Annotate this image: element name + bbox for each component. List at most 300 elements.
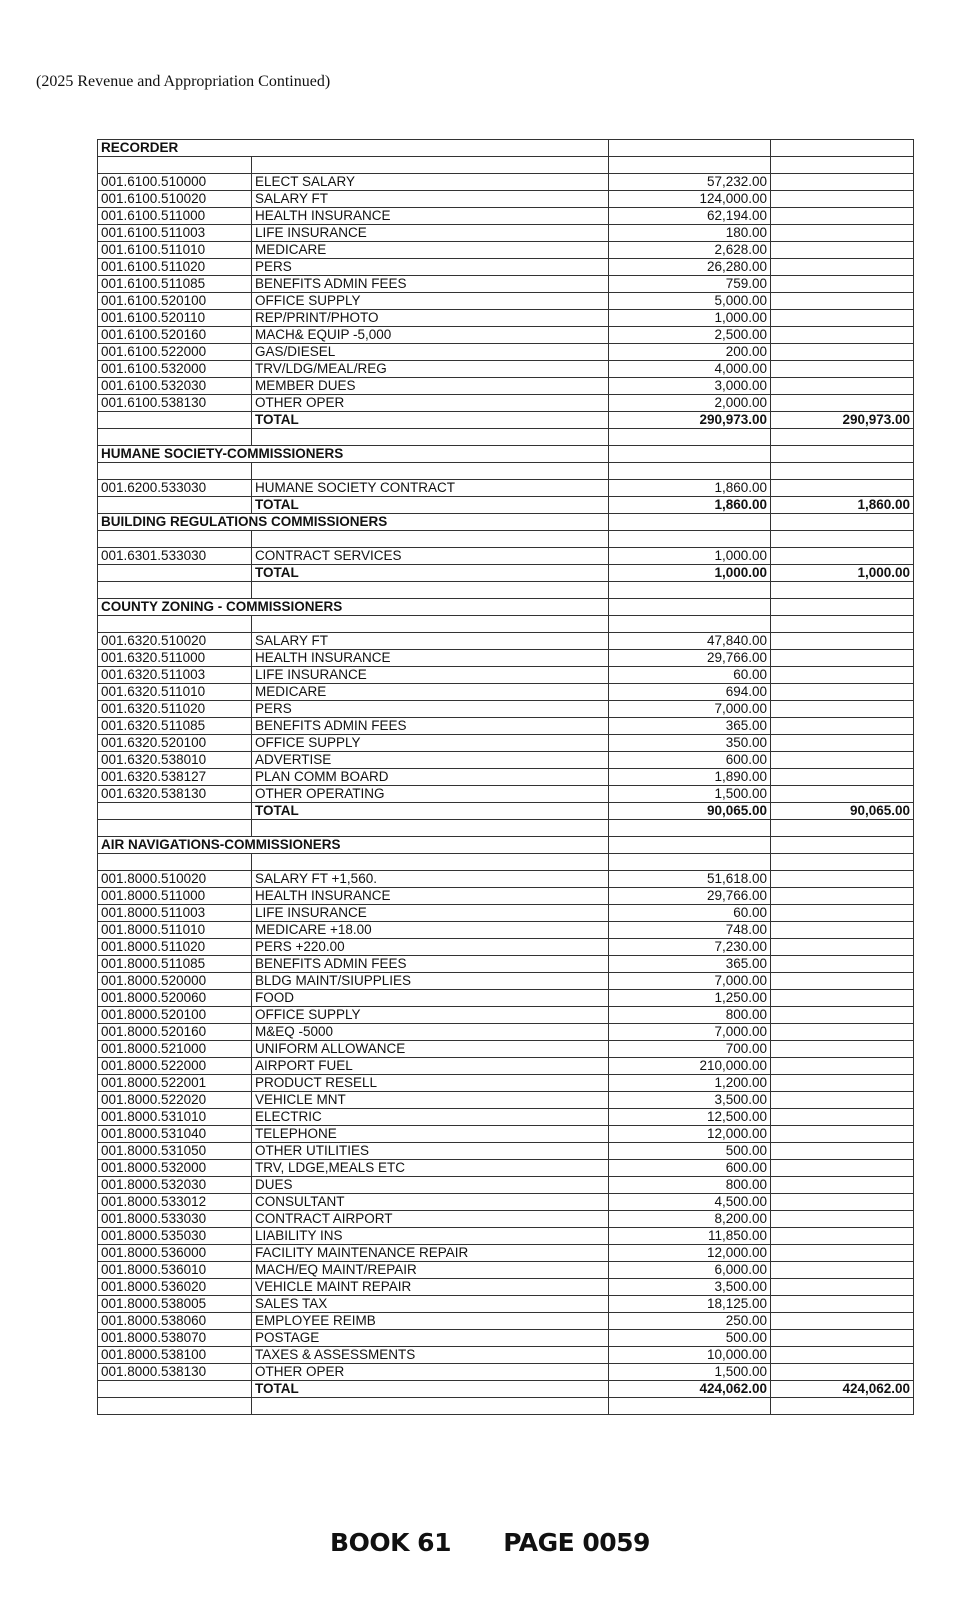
empty-cell (252, 531, 609, 548)
line-description: BENEFITS ADMIN FEES (252, 718, 609, 735)
table-row (98, 1330, 914, 1347)
account-code: 001.8000.532000 (98, 1160, 252, 1177)
section-total: 424,062.00 (771, 1381, 914, 1398)
account-code: 001.6100.511000 (98, 208, 252, 225)
total-amount: 290,973.00 (609, 412, 771, 429)
line-description: HEALTH INSURANCE (252, 208, 609, 225)
line-description: VEHICLE MNT (252, 1092, 609, 1109)
line-amount: 12,500.00 (609, 1109, 771, 1126)
table-row (98, 990, 914, 1007)
empty-cell (98, 616, 252, 633)
line-description: MACH& EQUIP -5,000 (252, 327, 609, 344)
empty-cell (771, 208, 914, 225)
table-row (98, 1177, 914, 1194)
empty-cell (771, 293, 914, 310)
line-description: TRV/LDG/MEAL/REG (252, 361, 609, 378)
blank-row (98, 582, 914, 599)
total-row (98, 497, 914, 514)
line-description: HEALTH INSURANCE (252, 888, 609, 905)
line-amount: 29,766.00 (609, 888, 771, 905)
table-row (98, 1109, 914, 1126)
table-row (98, 208, 914, 225)
account-code: 001.6100.511003 (98, 225, 252, 242)
line-amount: 124,000.00 (609, 191, 771, 208)
line-amount: 12,000.00 (609, 1126, 771, 1143)
empty-cell (771, 1075, 914, 1092)
empty-cell (609, 837, 771, 854)
section-name: RECORDER (98, 140, 609, 157)
empty-cell (252, 429, 609, 446)
account-code: 001.6100.511085 (98, 276, 252, 293)
total-label: TOTAL (252, 412, 609, 429)
account-code: 001.8000.522001 (98, 1075, 252, 1092)
empty-cell (771, 1143, 914, 1160)
table-row (98, 1075, 914, 1092)
account-code: 001.8000.511010 (98, 922, 252, 939)
empty-cell (98, 820, 252, 837)
line-amount: 3,500.00 (609, 1092, 771, 1109)
line-description: PLAN COMM BOARD (252, 769, 609, 786)
empty-cell (609, 582, 771, 599)
line-description: MACH/EQ MAINT/REPAIR (252, 1262, 609, 1279)
account-code: 001.8000.522000 (98, 1058, 252, 1075)
empty-cell (771, 1364, 914, 1381)
empty-cell (771, 259, 914, 276)
table-row (98, 1262, 914, 1279)
line-amount: 2,000.00 (609, 395, 771, 412)
empty-cell (771, 1160, 914, 1177)
account-code: 001.6320.511000 (98, 650, 252, 667)
line-description: BENEFITS ADMIN FEES (252, 276, 609, 293)
table-row (98, 1245, 914, 1262)
line-description: OFFICE SUPPLY (252, 1007, 609, 1024)
account-code: 001.8000.533012 (98, 1194, 252, 1211)
line-amount: 3,000.00 (609, 378, 771, 395)
empty-cell (609, 429, 771, 446)
account-code: 001.8000.538005 (98, 1296, 252, 1313)
empty-cell (771, 1007, 914, 1024)
line-description: AIRPORT FUEL (252, 1058, 609, 1075)
account-code: 001.8000.510020 (98, 871, 252, 888)
empty-cell (771, 514, 914, 531)
total-label: TOTAL (252, 497, 609, 514)
account-code: 001.6100.520110 (98, 310, 252, 327)
line-amount: 6,000.00 (609, 1262, 771, 1279)
account-code: 001.6100.538130 (98, 395, 252, 412)
total-row (98, 803, 914, 820)
empty-cell (771, 718, 914, 735)
empty-cell (771, 174, 914, 191)
book-number: BOOK 61 (330, 1528, 451, 1557)
empty-cell (771, 650, 914, 667)
line-description: PRODUCT RESELL (252, 1075, 609, 1092)
line-amount: 759.00 (609, 276, 771, 293)
account-code: 001.8000.535030 (98, 1228, 252, 1245)
total-row (98, 1381, 914, 1398)
table-row (98, 1007, 914, 1024)
line-amount: 60.00 (609, 905, 771, 922)
line-amount: 365.00 (609, 718, 771, 735)
account-code: 001.8000.531010 (98, 1109, 252, 1126)
table-row (98, 956, 914, 973)
empty-cell (771, 905, 914, 922)
section-header-row (98, 446, 914, 463)
empty-cell (98, 582, 252, 599)
table-row (98, 480, 914, 497)
empty-cell (771, 1347, 914, 1364)
line-description: CONTRACT SERVICES (252, 548, 609, 565)
table-row (98, 344, 914, 361)
empty-cell (252, 616, 609, 633)
empty-cell (252, 1398, 609, 1415)
line-amount: 1,250.00 (609, 990, 771, 1007)
empty-cell (771, 463, 914, 480)
table-row (98, 191, 914, 208)
table-row (98, 871, 914, 888)
account-code: 001.6100.520100 (98, 293, 252, 310)
line-amount: 60.00 (609, 667, 771, 684)
empty-cell (609, 1398, 771, 1415)
line-description: ELECTRIC (252, 1109, 609, 1126)
line-amount: 694.00 (609, 684, 771, 701)
empty-cell (252, 463, 609, 480)
section-total: 290,973.00 (771, 412, 914, 429)
line-amount: 180.00 (609, 225, 771, 242)
line-description: HEALTH INSURANCE (252, 650, 609, 667)
empty-cell (771, 191, 914, 208)
section-name: COUNTY ZONING - COMMISSIONERS (98, 599, 609, 616)
empty-cell (252, 157, 609, 174)
line-amount: 800.00 (609, 1007, 771, 1024)
line-amount: 500.00 (609, 1330, 771, 1347)
account-code: 001.8000.520100 (98, 1007, 252, 1024)
empty-cell (609, 157, 771, 174)
table-row (98, 1041, 914, 1058)
line-amount: 10,000.00 (609, 1347, 771, 1364)
empty-cell (771, 1279, 914, 1296)
table-row (98, 905, 914, 922)
line-description: BLDG MAINT/SIUPPLIES (252, 973, 609, 990)
line-description: LIFE INSURANCE (252, 225, 609, 242)
empty-cell (771, 344, 914, 361)
empty-cell (609, 446, 771, 463)
account-code: 001.8000.520160 (98, 1024, 252, 1041)
empty-cell (771, 1211, 914, 1228)
account-code: 001.8000.538100 (98, 1347, 252, 1364)
empty-cell (771, 1262, 914, 1279)
line-description: MEMBER DUES (252, 378, 609, 395)
empty-cell (771, 701, 914, 718)
line-amount: 7,000.00 (609, 701, 771, 718)
table-row (98, 174, 914, 191)
line-amount: 51,618.00 (609, 871, 771, 888)
empty-cell (771, 140, 914, 157)
line-amount: 800.00 (609, 1177, 771, 1194)
empty-cell (771, 1041, 914, 1058)
table-row (98, 361, 914, 378)
account-code: 001.8000.536020 (98, 1279, 252, 1296)
empty-cell (771, 327, 914, 344)
empty-cell (771, 769, 914, 786)
blank-row (98, 463, 914, 480)
empty-cell (771, 480, 914, 497)
line-description: OTHER OPERATING (252, 786, 609, 803)
empty-cell (609, 531, 771, 548)
line-description: OTHER OPER (252, 1364, 609, 1381)
line-description: DUES (252, 1177, 609, 1194)
line-description: EMPLOYEE REIMB (252, 1313, 609, 1330)
table-row (98, 1143, 914, 1160)
account-code: 001.6320.538130 (98, 786, 252, 803)
empty-cell (98, 463, 252, 480)
empty-cell (771, 1228, 914, 1245)
line-description: LIABILITY INS (252, 1228, 609, 1245)
account-code: 001.6301.533030 (98, 548, 252, 565)
empty-cell (98, 497, 252, 514)
table-row (98, 633, 914, 650)
empty-cell (771, 310, 914, 327)
empty-cell (98, 1381, 252, 1398)
section-name: BUILDING REGULATIONS COMMISSIONERS (98, 514, 609, 531)
empty-cell (771, 735, 914, 752)
line-description: FACILITY MAINTENANCE REPAIR (252, 1245, 609, 1262)
empty-cell (609, 514, 771, 531)
table-row (98, 650, 914, 667)
account-code: 001.8000.531050 (98, 1143, 252, 1160)
empty-cell (771, 973, 914, 990)
account-code: 001.6320.510020 (98, 633, 252, 650)
empty-cell (609, 140, 771, 157)
line-description: LIFE INSURANCE (252, 667, 609, 684)
table-row (98, 786, 914, 803)
table-row (98, 701, 914, 718)
section-total: 1,860.00 (771, 497, 914, 514)
table-row (98, 327, 914, 344)
line-amount: 1,890.00 (609, 769, 771, 786)
empty-cell (771, 378, 914, 395)
table-row (98, 973, 914, 990)
empty-cell (771, 837, 914, 854)
empty-cell (771, 1194, 914, 1211)
line-description: TRV, LDGE,MEALS ETC (252, 1160, 609, 1177)
empty-cell (771, 582, 914, 599)
empty-cell (609, 820, 771, 837)
account-code: 001.8000.521000 (98, 1041, 252, 1058)
line-amount: 47,840.00 (609, 633, 771, 650)
table-row (98, 548, 914, 565)
account-code: 001.6200.533030 (98, 480, 252, 497)
section-total: 1,000.00 (771, 565, 914, 582)
line-amount: 700.00 (609, 1041, 771, 1058)
table-row (98, 888, 914, 905)
empty-cell (252, 820, 609, 837)
line-amount: 8,200.00 (609, 1211, 771, 1228)
table-row (98, 378, 914, 395)
empty-cell (98, 531, 252, 548)
empty-cell (252, 582, 609, 599)
table-row (98, 395, 914, 412)
total-amount: 1,000.00 (609, 565, 771, 582)
empty-cell (771, 395, 914, 412)
section-header-row (98, 514, 914, 531)
line-description: SALARY FT (252, 191, 609, 208)
table-row (98, 667, 914, 684)
table-row (98, 276, 914, 293)
table-row (98, 1058, 914, 1075)
line-amount: 11,850.00 (609, 1228, 771, 1245)
table-row (98, 684, 914, 701)
empty-cell (98, 1398, 252, 1415)
empty-cell (771, 820, 914, 837)
empty-cell (771, 939, 914, 956)
empty-cell (771, 667, 914, 684)
line-description: HUMANE SOCIETY CONTRACT (252, 480, 609, 497)
table-row (98, 293, 914, 310)
line-description: CONSULTANT (252, 1194, 609, 1211)
blank-row (98, 854, 914, 871)
account-code: 001.6100.522000 (98, 344, 252, 361)
line-description: POSTAGE (252, 1330, 609, 1347)
line-amount: 2,628.00 (609, 242, 771, 259)
line-description: GAS/DIESEL (252, 344, 609, 361)
blank-row (98, 429, 914, 446)
line-description: SALARY FT +1,560. (252, 871, 609, 888)
line-description: MEDICARE (252, 684, 609, 701)
account-code: 001.6100.511010 (98, 242, 252, 259)
line-amount: 350.00 (609, 735, 771, 752)
account-code: 001.8000.511003 (98, 905, 252, 922)
empty-cell (771, 786, 914, 803)
table-row (98, 225, 914, 242)
empty-cell (609, 599, 771, 616)
appropriation-table (97, 139, 914, 1415)
total-label: TOTAL (252, 803, 609, 820)
empty-cell (771, 633, 914, 650)
line-description: OTHER UTILITIES (252, 1143, 609, 1160)
line-description: ELECT SALARY (252, 174, 609, 191)
total-amount: 424,062.00 (609, 1381, 771, 1398)
line-description: FOOD (252, 990, 609, 1007)
empty-cell (771, 531, 914, 548)
table-row (98, 1313, 914, 1330)
empty-cell (609, 854, 771, 871)
page-title: (2025 Revenue and Appropriation Continued) (36, 73, 331, 90)
total-row (98, 565, 914, 582)
table-row (98, 735, 914, 752)
line-amount: 5,000.00 (609, 293, 771, 310)
account-code: 001.8000.536010 (98, 1262, 252, 1279)
line-amount: 7,230.00 (609, 939, 771, 956)
line-description: PERS +220.00 (252, 939, 609, 956)
line-amount: 210,000.00 (609, 1058, 771, 1075)
blank-row (98, 616, 914, 633)
section-header-row (98, 140, 914, 157)
empty-cell (771, 1126, 914, 1143)
total-label: TOTAL (252, 1381, 609, 1398)
account-code: 001.8000.520060 (98, 990, 252, 1007)
table-row (98, 1296, 914, 1313)
account-code: 001.8000.533030 (98, 1211, 252, 1228)
table-row (98, 242, 914, 259)
total-amount: 1,860.00 (609, 497, 771, 514)
table-row (98, 1160, 914, 1177)
section-name: AIR NAVIGATIONS-COMMISSIONERS (98, 837, 609, 854)
empty-cell (771, 922, 914, 939)
blank-row (98, 531, 914, 548)
line-amount: 1,500.00 (609, 1364, 771, 1381)
account-code: 001.6100.511020 (98, 259, 252, 276)
empty-cell (98, 429, 252, 446)
table-row (98, 718, 914, 735)
line-amount: 600.00 (609, 1160, 771, 1177)
line-description: MEDICARE +18.00 (252, 922, 609, 939)
line-description: UNIFORM ALLOWANCE (252, 1041, 609, 1058)
empty-cell (98, 157, 252, 174)
line-amount: 1,000.00 (609, 310, 771, 327)
section-total: 90,065.00 (771, 803, 914, 820)
total-row (98, 412, 914, 429)
table-row (98, 1194, 914, 1211)
table-row (98, 1228, 914, 1245)
line-amount: 1,860.00 (609, 480, 771, 497)
line-amount: 26,280.00 (609, 259, 771, 276)
line-amount: 500.00 (609, 1143, 771, 1160)
account-code: 001.8000.538130 (98, 1364, 252, 1381)
empty-cell (771, 446, 914, 463)
table-row (98, 310, 914, 327)
line-amount: 12,000.00 (609, 1245, 771, 1262)
empty-cell (98, 854, 252, 871)
line-amount: 7,000.00 (609, 1024, 771, 1041)
table-row (98, 1092, 914, 1109)
empty-cell (252, 854, 609, 871)
empty-cell (771, 1109, 914, 1126)
empty-cell (771, 990, 914, 1007)
line-amount: 3,500.00 (609, 1279, 771, 1296)
empty-cell (98, 565, 252, 582)
account-code: 001.6320.538010 (98, 752, 252, 769)
line-amount: 18,125.00 (609, 1296, 771, 1313)
table-row (98, 1347, 914, 1364)
account-code: 001.6320.511010 (98, 684, 252, 701)
account-code: 001.6100.532030 (98, 378, 252, 395)
line-description: OFFICE SUPPLY (252, 735, 609, 752)
line-description: REP/PRINT/PHOTO (252, 310, 609, 327)
empty-cell (771, 1177, 914, 1194)
table-row (98, 1279, 914, 1296)
line-description: ADVERTISE (252, 752, 609, 769)
empty-cell (771, 1296, 914, 1313)
blank-row (98, 157, 914, 174)
empty-cell (771, 1092, 914, 1109)
account-code: 001.6100.520160 (98, 327, 252, 344)
table-row (98, 1024, 914, 1041)
empty-cell (98, 803, 252, 820)
empty-cell (771, 157, 914, 174)
line-description: CONTRACT AIRPORT (252, 1211, 609, 1228)
line-amount: 365.00 (609, 956, 771, 973)
line-amount: 250.00 (609, 1313, 771, 1330)
total-amount: 90,065.00 (609, 803, 771, 820)
empty-cell (771, 1398, 914, 1415)
line-description: PERS (252, 259, 609, 276)
account-code: 001.6100.532000 (98, 361, 252, 378)
line-description: OFFICE SUPPLY (252, 293, 609, 310)
line-amount: 29,766.00 (609, 650, 771, 667)
line-amount: 57,232.00 (609, 174, 771, 191)
empty-cell (771, 752, 914, 769)
table-row (98, 1126, 914, 1143)
